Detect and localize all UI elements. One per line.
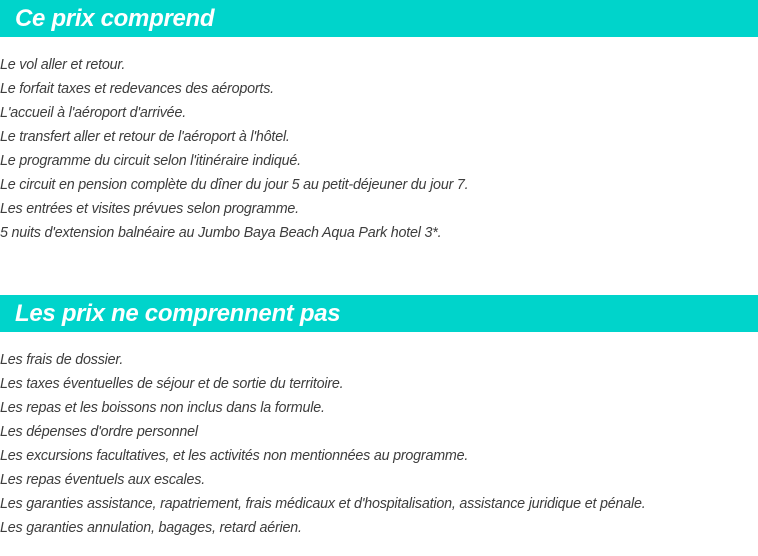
list-item: Les taxes éventuelles de séjour et de sortie du territoire. bbox=[0, 376, 344, 392]
list-item: Les entrées et visites prévues selon programme. bbox=[0, 201, 299, 217]
list-item: 5 nuits d'extension balnéaire au Jumbo Baya Beach Aqua Park hotel 3*. bbox=[0, 225, 442, 241]
list-item: L'accueil à l'aéroport d'arrivée. bbox=[0, 105, 186, 121]
list-item: Les garanties annulation, bagages, retard aérien. bbox=[0, 520, 302, 536]
list-item: Le forfait taxes et redevances des aéroports. bbox=[0, 81, 274, 97]
excluded-items-list bbox=[0, 348, 646, 540]
list-item: Les excursions facultatives, et les activités non mentionnées au programme. bbox=[0, 448, 469, 464]
section-header-excluded bbox=[0, 295, 758, 332]
section-header-included bbox=[0, 0, 758, 37]
section-title-excluded: Les prix ne comprennent pas bbox=[15, 300, 341, 327]
list-item: Les garanties assistance, rapatriement, frais médicaux et d'hospitalisation, assistance juridique et pénale. bbox=[0, 496, 646, 512]
list-item: Les repas et les boissons non inclus dans la formule. bbox=[0, 400, 325, 416]
list-item: Le circuit en pension complète du dîner du jour 5 au petit-déjeuner du jour 7. bbox=[0, 177, 469, 193]
list-item: Le programme du circuit selon l'itinéraire indiqué. bbox=[0, 153, 301, 169]
included-items-list bbox=[0, 53, 468, 245]
list-item: Les frais de dossier. bbox=[0, 352, 124, 368]
list-item: Le transfert aller et retour de l'aéroport à l'hôtel. bbox=[0, 129, 290, 145]
list-item: Le vol aller et retour. bbox=[0, 57, 126, 73]
list-item: Les dépenses d'ordre personnel bbox=[0, 424, 198, 440]
section-title-included: Ce prix comprend bbox=[15, 5, 215, 32]
list-item: Les repas éventuels aux escales. bbox=[0, 472, 206, 488]
